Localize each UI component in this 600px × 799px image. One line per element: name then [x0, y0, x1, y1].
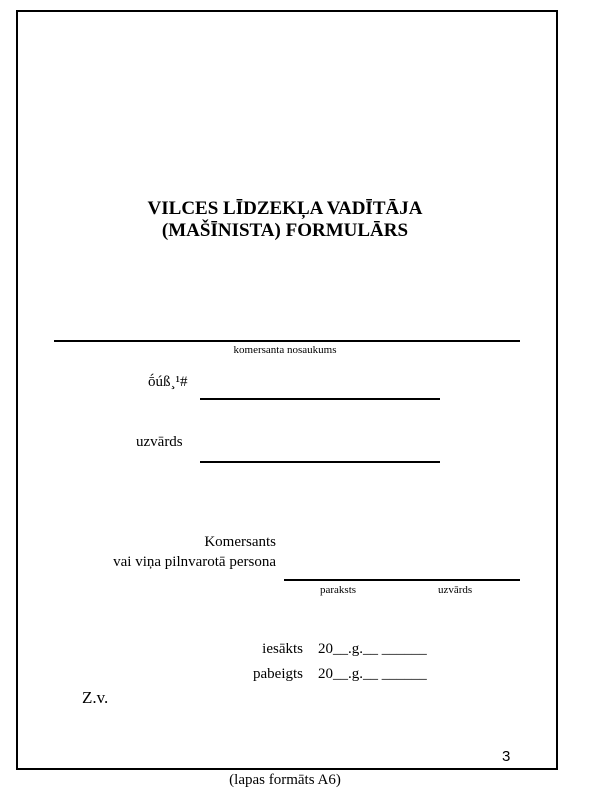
name-label: ṓúß¸¹# — [148, 374, 188, 390]
page-format-note: (lapas formāts A6) — [229, 772, 341, 788]
title-line-1: VILCES LĪDZEKĻA VADĪTĀJA — [147, 198, 423, 219]
surname-label: uzvārds — [136, 434, 183, 450]
finished-label: pabeigts — [253, 666, 303, 682]
signature-line — [284, 579, 520, 581]
signature-caption: paraksts — [320, 584, 357, 596]
signatory-line-1: Komersants — [204, 534, 276, 550]
finished-value: 20__.g.__ ______ — [318, 666, 427, 682]
signatory-surname-caption: uzvārds — [438, 584, 473, 596]
company-name-line — [54, 340, 520, 342]
name-line — [200, 398, 440, 400]
started-label: iesākts — [262, 641, 303, 657]
started-value: 20__.g.__ ______ — [318, 641, 427, 657]
company-name-caption: komersanta nosaukums — [233, 344, 337, 356]
signatory-line-2: vai viņa pilnvarotā persona — [113, 554, 276, 570]
surname-line — [200, 461, 440, 463]
stamp-label: Z.v. — [82, 688, 109, 707]
title-line-2: (MAŠĪNISTA) FORMULĀRS — [161, 220, 409, 241]
page-number: 3 — [502, 748, 511, 765]
